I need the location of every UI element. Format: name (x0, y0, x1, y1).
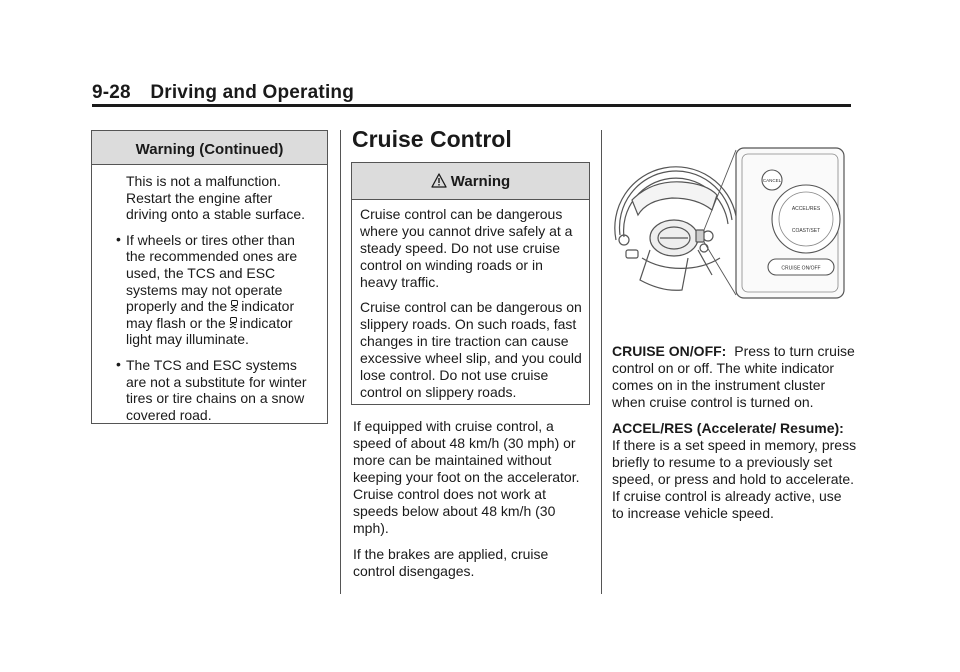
cruise-paragraph-2: If the brakes are applied, cruise control disengages. (353, 546, 549, 579)
bullet-dot: • (116, 355, 121, 372)
cruise-warning-p1: Cruise control can be dangerous where you cannot drive safely at a steady speed. Do not use cruise control on winding roads or in heavy traffic. (360, 206, 573, 290)
onoff-term: CRUISE ON/OFF: (612, 343, 727, 359)
accel-description (612, 420, 857, 522)
bullet1-part-a: If wheels or tires other than the recommended ones are used, the TCS and ESC systems may not operate properly and the (126, 231, 298, 315)
cruise-warning-p2: Cruise control can be dangerous on slippery roads. On such roads, fast changes in tire traction can cause excessive wheel slip, and you could lose control. Do not use cruise control on slippery roads. (360, 299, 582, 400)
cruise-warning-title-text: Warning (450, 173, 511, 190)
bullet1-part-b: indicator may flash or the (126, 298, 295, 331)
cruise-paragraph-1: If equipped with cruise control, a speed of about 48 km/h (30 mph) or more can be maintained without keeping your foot on the accelerator. Cruise control does not work at speeds below about 48 km/h (30 mph). (353, 418, 580, 536)
bullet1-part-c: indicator light may illuminate. (126, 314, 293, 348)
accel-coast-button-graphic (772, 185, 840, 253)
cancel-label: CANCEL (762, 178, 782, 183)
bullet-item (116, 230, 317, 348)
cruise-warning-box (351, 162, 590, 405)
bullet-item (116, 355, 317, 423)
coast-set-label: COAST/SET (791, 228, 821, 234)
column-divider-2 (601, 130, 602, 594)
esc-indicator-icon (229, 317, 238, 329)
esc-off-indicator-icon (230, 300, 239, 312)
page-header (92, 82, 852, 104)
cruise-body (353, 418, 593, 589)
cancel-button-graphic (762, 170, 782, 190)
accel-res-label: ACCEL/RES (791, 206, 821, 212)
onoff-description (612, 343, 857, 411)
button-descriptions (612, 343, 857, 531)
section-title: Driving and Operating (150, 82, 355, 103)
cruise-warning-title (352, 163, 589, 200)
cruise-onoff-button-graphic (768, 259, 834, 275)
bullet2-text: The TCS and ESC systems are not a substitute for winter tires or tire chains on a snow covered road. (126, 356, 307, 423)
header-rule (92, 104, 851, 107)
warning-continued-title: Warning (Continued) (92, 131, 327, 165)
accel-text: If there is a set speed in memory, press briefly to resume to a previously set speed, or press and hold to accelerate. If cruise control is already active, use to increase vehicle speed. (612, 437, 857, 521)
cruise-control-heading: Cruise Control (352, 126, 512, 152)
steering-wheel-illustration (615, 167, 736, 290)
warning-intro: This is not a malfunction. Restart the engine after driving onto a stable surface. (126, 173, 305, 223)
bullet-dot: • (116, 230, 121, 247)
onoff-text: Press to turn cruise control on or off. The white indicator comes on in the instrument cluster when cruise control is turned on. (612, 343, 855, 410)
warning-triangle-icon (431, 173, 447, 188)
column-divider-1 (340, 130, 341, 594)
page-number: 9-28 (92, 82, 131, 103)
steering-wheel-cruise-figure (612, 140, 852, 303)
accel-term: ACCEL/RES (Accelerate/ Resume): (612, 420, 844, 436)
cruise-onoff-label: CRUISE ON/OFF (781, 265, 821, 272)
warning-continued-box (91, 130, 328, 424)
